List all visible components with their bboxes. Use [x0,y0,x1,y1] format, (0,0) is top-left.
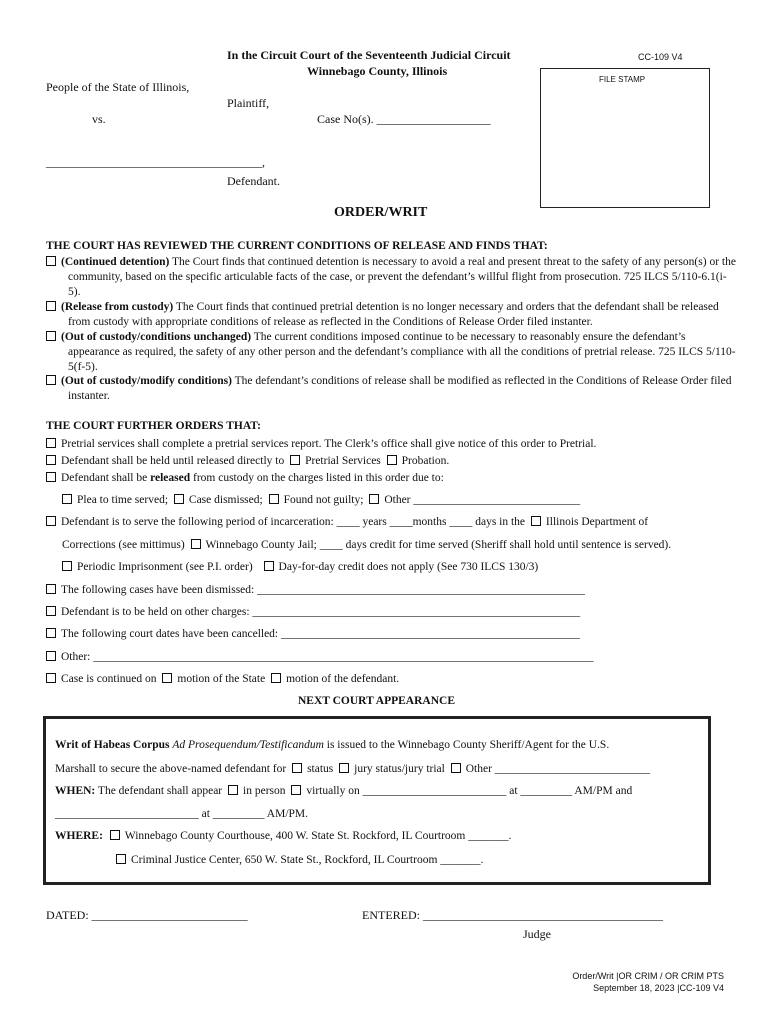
file-stamp-box [540,68,710,208]
motion-defendant-checkbox[interactable] [271,673,281,683]
released-text-pre: Defendant shall be [61,472,148,484]
release-reasons-row [62,494,580,506]
cancelled-dates-checkbox[interactable] [46,628,56,638]
jury-checkbox[interactable] [339,763,349,773]
finding-text: The Court finds that continued detention is necessary to avoid a real and present threat to the safety of any person(s) or the community, based on the specific articulable facts of the case, or prevent the defendant’s willful flight from prosecution. 725 ILCS 5/110-6.1(i-5). [68,256,736,298]
incarceration-row [46,516,648,528]
findings-heading: THE COURT HAS REVIEWED THE CURRENT CONDITIONS OF RELEASE AND FINDS THAT: [46,240,548,252]
released-checkbox[interactable] [46,472,56,482]
when-text: The defendant shall appear [97,785,223,797]
idoc-label: Illinois Department of [545,516,649,528]
not-guilty-label: Found not guilty; [283,494,364,506]
writ-line [55,739,609,751]
judge-label: Judge [523,927,551,941]
probation-checkbox[interactable] [387,455,397,465]
motion-defendant-label: motion of the defendant. [286,673,400,685]
motion-state-label: motion of the State [177,673,266,685]
continued-detention-checkbox[interactable] [46,256,56,266]
pretrial-report-checkbox[interactable] [46,438,56,448]
when-line [55,785,632,797]
motion-state-checkbox[interactable] [162,673,172,683]
county-name: Winnebago County, Illinois [307,64,448,78]
courthouse-text: Winnebago County Courthouse, 400 W. State St. Rockford, IL Courtroom _______. [124,830,512,842]
finding-conditions-unchanged [46,330,736,375]
pretrial-services-label: Pretrial Services [305,455,381,467]
footer [572,970,724,994]
cjc-line [116,854,483,866]
other-row [46,651,594,663]
corrections-row [62,539,671,551]
writ-box [43,716,711,885]
county-jail-checkbox[interactable] [191,539,201,549]
released-word: released [150,472,191,484]
pretrial-report-row [46,438,596,450]
county-jail-text: Winnebago County Jail; ____ days credit for time served (Sheriff shall hold until sentence is served). [205,539,672,551]
periodic-row [62,561,538,573]
people-label: People of the State of Illinois, [46,80,190,94]
continued-text: Case is continued on [61,673,157,685]
day-for-day-checkbox[interactable] [264,561,274,571]
other-charges-row [46,606,580,618]
other-reason-field[interactable]: Other _____________________________ [384,494,581,506]
held-until-text: Defendant shall be held until released directly to [61,455,285,467]
finding-label: (Out of custody/conditions unchanged) [61,331,252,343]
conditions-unchanged-checkbox[interactable] [46,331,56,341]
cjc-text: Criminal Justice Center, 650 W. State St., Rockford, IL Courtroom _______. [131,854,484,866]
other-charges-checkbox[interactable] [46,606,56,616]
defendant-label: Defendant. [227,174,280,188]
probation-label: Probation. [401,455,450,467]
next-appearance-heading: NEXT COURT APPEARANCE [298,695,455,707]
finding-text: The defendant’s conditions of release shall be modified as reflected in the Conditions of Release Order filed instanter. [68,375,732,402]
other-charges-field[interactable]: Defendant is to be held on other charges: _________________________________________________________ [61,606,581,618]
finding-label: (Continued detention) [61,256,170,268]
in-person-label: in person [243,785,286,797]
footer-line-1: Order/Writ |OR CRIM / OR CRIM PTS [572,971,724,981]
status-checkbox[interactable] [292,763,302,773]
case-number-field[interactable]: Case No(s). ___________________ [317,112,491,126]
finding-label: (Out of custody/modify conditions) [61,375,232,387]
page-title: ORDER/WRIT [334,205,428,220]
other-checkbox[interactable] [46,651,56,661]
file-stamp-label: FILE STAMP [599,75,646,84]
marshall-text: Marshall to secure the above-named defendant for [55,763,287,775]
marshall-line [55,763,650,775]
writ-other-field[interactable]: Other ___________________________ [465,763,651,775]
writ-italic: Ad Prosequendum/Testificandum [172,739,324,751]
other-field[interactable]: Other: _______________________________________________________________________________________ [61,651,594,663]
cancelled-dates-row [46,628,580,640]
entered-field[interactable]: ENTERED: ________________________________________ [362,908,663,922]
finding-release-from-custody [46,300,736,330]
pretrial-report-text: Pretrial services shall complete a pretrial services report. The Clerk’s office shall give notice of this order to Pretrial. [61,438,597,450]
in-person-checkbox[interactable] [228,785,238,795]
continued-checkbox[interactable] [46,673,56,683]
case-dismissed-checkbox[interactable] [174,494,184,504]
writ-label: Writ of Habeas Corpus [55,739,170,751]
held-until-row [46,455,449,467]
finding-continued-detention [46,255,736,300]
where-line [55,830,511,842]
when-line-2[interactable]: _________________________ at _________ AM/PM. [55,808,309,820]
release-from-custody-checkbox[interactable] [46,301,56,311]
dismissed-cases-field[interactable]: The following cases have been dismissed: _________________________________________________________ [61,584,585,596]
modify-conditions-checkbox[interactable] [46,375,56,385]
footer-line-2: September 18, 2023 |CC-109 V4 [593,983,724,993]
pretrial-services-checkbox[interactable] [290,455,300,465]
plea-checkbox[interactable] [62,494,72,504]
writ-text: is issued to the Winnebago County Sheriff/Agent for the U.S. [326,739,610,751]
orders-heading: THE COURT FURTHER ORDERS THAT: [46,420,261,432]
corrections-text: Corrections (see mittimus) [62,539,185,551]
virtually-field[interactable]: virtually on _________________________ at _________ AM/PM and [306,785,633,797]
cjc-checkbox[interactable] [116,854,126,864]
case-dismissed-label: Case dismissed; [188,494,263,506]
when-label: WHEN: [55,785,96,797]
dated-field[interactable]: DATED: __________________________ [46,908,248,922]
finding-modify-conditions [46,374,736,404]
incarceration-checkbox[interactable] [46,516,56,526]
continued-row [46,673,399,685]
defendant-name-field[interactable]: ____________________________________, [46,155,265,169]
finding-text: The current conditions imposed continue to be necessary to reasonably ensure the defendant’s appearance as required, the safety of any other person and the defendant’s compliance with all the conditions of pretrial release. 725 ILCS 5/110-5(f-5). [68,331,736,373]
jury-label: jury status/jury trial [354,763,445,775]
released-row [46,472,444,484]
plea-label: Plea to time served; [77,494,169,506]
incarceration-text: Defendant is to serve the following period of incarceration: ____ years ____months ____ days in the [61,516,526,528]
court-name: In the Circuit Court of the Seventeenth Judicial Circuit [227,48,511,62]
periodic-imprisonment-label: Periodic Imprisonment (see P.I. order) [77,561,253,573]
released-text-post: from custody on the charges listed in this order due to: [193,472,444,484]
finding-label: (Release from custody) [61,301,174,313]
other-reason-checkbox[interactable] [369,494,379,504]
courthouse-checkbox[interactable] [110,830,120,840]
not-guilty-checkbox[interactable] [269,494,279,504]
cancelled-dates-field[interactable]: The following court dates have been cancelled: ____________________________________________________ [61,628,581,640]
periodic-imprisonment-checkbox[interactable] [62,561,72,571]
finding-text: The Court finds that continued pretrial detention is no longer necessary and orders that the defendant shall be released from custody with appropriate conditions of release as reflected in the Conditions of Release Order filed instanter. [68,301,719,328]
dismissed-cases-row [46,584,585,596]
dismissed-cases-checkbox[interactable] [46,584,56,594]
where-label: WHERE: [55,830,103,842]
vs-label: vs. [92,112,106,126]
form-code: CC-109 V4 [638,52,683,62]
held-until-checkbox[interactable] [46,455,56,465]
day-for-day-label: Day-for-day credit does not apply (See 730 ILCS 130/3) [278,561,539,573]
plaintiff-label: Plaintiff, [227,96,270,110]
idoc-checkbox[interactable] [531,516,541,526]
writ-other-checkbox[interactable] [451,763,461,773]
status-label: status [307,763,334,775]
virtually-checkbox[interactable] [291,785,301,795]
